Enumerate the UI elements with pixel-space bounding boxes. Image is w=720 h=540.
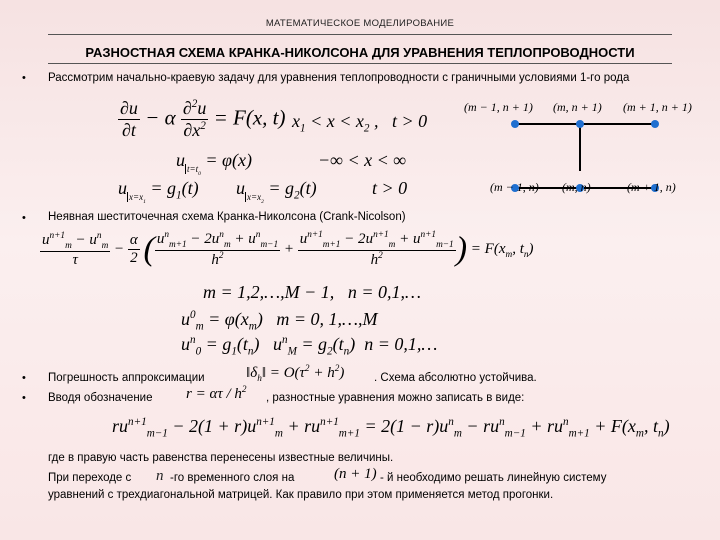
label-bottom-right: (m + 1, n) bbox=[627, 180, 676, 194]
stability-text: . Схема абсолютно устойчива. bbox=[374, 372, 537, 384]
scheme-text: Неявная шеститочечная схема Кранка-Николсона (Crank-Nicolson) bbox=[48, 211, 406, 223]
node-top-center bbox=[576, 120, 584, 128]
notation-label: Вводя обозначение bbox=[48, 392, 153, 404]
node-top-left bbox=[511, 120, 519, 128]
boundary-right: u $_{x=x_2} = g_2(t)$ bbox=[236, 178, 317, 205]
notation-formula: $r = \alpha\tau / h^2$ bbox=[186, 385, 247, 402]
boundary-left: u $_{x=x_1} = g_1(t)$ bbox=[118, 178, 199, 205]
node-top-right bbox=[651, 120, 659, 128]
bullet-3: • bbox=[22, 372, 26, 384]
transition-d: уравнений с трехдиагональной матрицей. Как правило при этом применяется метод прогонки. bbox=[48, 489, 554, 501]
error-label: Погрешность аппроксимации bbox=[48, 372, 205, 384]
initial-condition: u $_{t=t_0}$ = φ(x) bbox=[176, 150, 252, 177]
index-range: m = 1,2,…,M − 1, n = 0,1,… bbox=[203, 282, 421, 302]
rhs-note: где в правую часть равенства перенесены известные величины. bbox=[48, 452, 394, 464]
boundary-discrete: $u^n_0 = g_1(t_n) u^n_M = g_2(t_n) n$ = 0,1,… bbox=[181, 334, 438, 358]
tridiagonal-equation: $ru^{n+1}_{m-1} - 2(1 + r)u^{n+1}_m + ru^{n+1}_{m+1} = 2(1 - r)u^n_m - ru^n_{m-1} + ru^n_{m+1} + F(x_m$, $t_n$) bbox=[112, 416, 670, 440]
bullet-2: • bbox=[22, 212, 26, 224]
transition-c: - й необходимо решать линейную систему bbox=[380, 472, 607, 484]
layer-n: n bbox=[156, 468, 164, 484]
bullet-1: • bbox=[22, 72, 26, 84]
notation-tail: , разностные уравнения можно записать в виде: bbox=[266, 392, 525, 404]
layer-n-plus-1: (n + 1) bbox=[334, 466, 377, 482]
label-top-left: (m − 1, n + 1) bbox=[464, 100, 533, 114]
initial-discrete: $u^0_m = \varphi(x_m) m = 0$, 1,…,M bbox=[181, 309, 378, 333]
header-divider bbox=[48, 34, 672, 35]
problem-text: Рассмотрим начально-краевую задачу для уравнения теплопроводности с граничными условиями 1-го рода bbox=[48, 72, 630, 84]
label-bottom-center: (m, n) bbox=[562, 180, 591, 194]
error-formula: $‖\delta_h‖ = O(\tau^2 + h^2)$ bbox=[246, 364, 345, 384]
slide-title: РАЗНОСТНАЯ СХЕМА КРАНКА-НИКОЛСОНА ДЛЯ УРАВНЕНИЯ ТЕПЛОПРОВОДНОСТИ bbox=[85, 45, 635, 60]
title-divider bbox=[48, 63, 672, 64]
label-top-center: (m, n + 1) bbox=[553, 100, 602, 114]
cn-scheme-equation: $\frac{u^{n+1}_m - u^n_m}{\tau}$ − $\frac{\alpha}{2}$ ( $\frac{u^n_{m+1} - 2u^n_m + u^n_{m-1}}{h^2}$ + $\frac{u^{n+1}_{m+1} - 2u^{n+1}_m + u^{n+1}_{m-1}}{h^2}$ ) = $F(x_m$, $t_n$) bbox=[42, 230, 534, 268]
transition-b: -го временного слоя на bbox=[170, 472, 295, 484]
bullet-4: • bbox=[22, 392, 26, 404]
slide-header: МАТЕМАТИЧЕСКОЕ МОДЕЛИРОВАНИЕ bbox=[265, 18, 455, 29]
time-condition: t > 0 bbox=[372, 178, 408, 198]
label-bottom-left: (m − 1, n) bbox=[490, 180, 539, 194]
domain-condition: $x_1 < x < x_2$ , t > 0 bbox=[292, 111, 428, 135]
transition-a: При переходе с bbox=[48, 472, 132, 484]
label-top-right: (m + 1, n + 1) bbox=[623, 100, 692, 114]
heat-equation: $\frac{\partial u}{\partial t}$ − α $\frac{\partial^2u}{\partial x^2}$ = F(x, t) bbox=[120, 98, 286, 140]
x-range: −∞ < x < ∞ bbox=[318, 150, 407, 170]
